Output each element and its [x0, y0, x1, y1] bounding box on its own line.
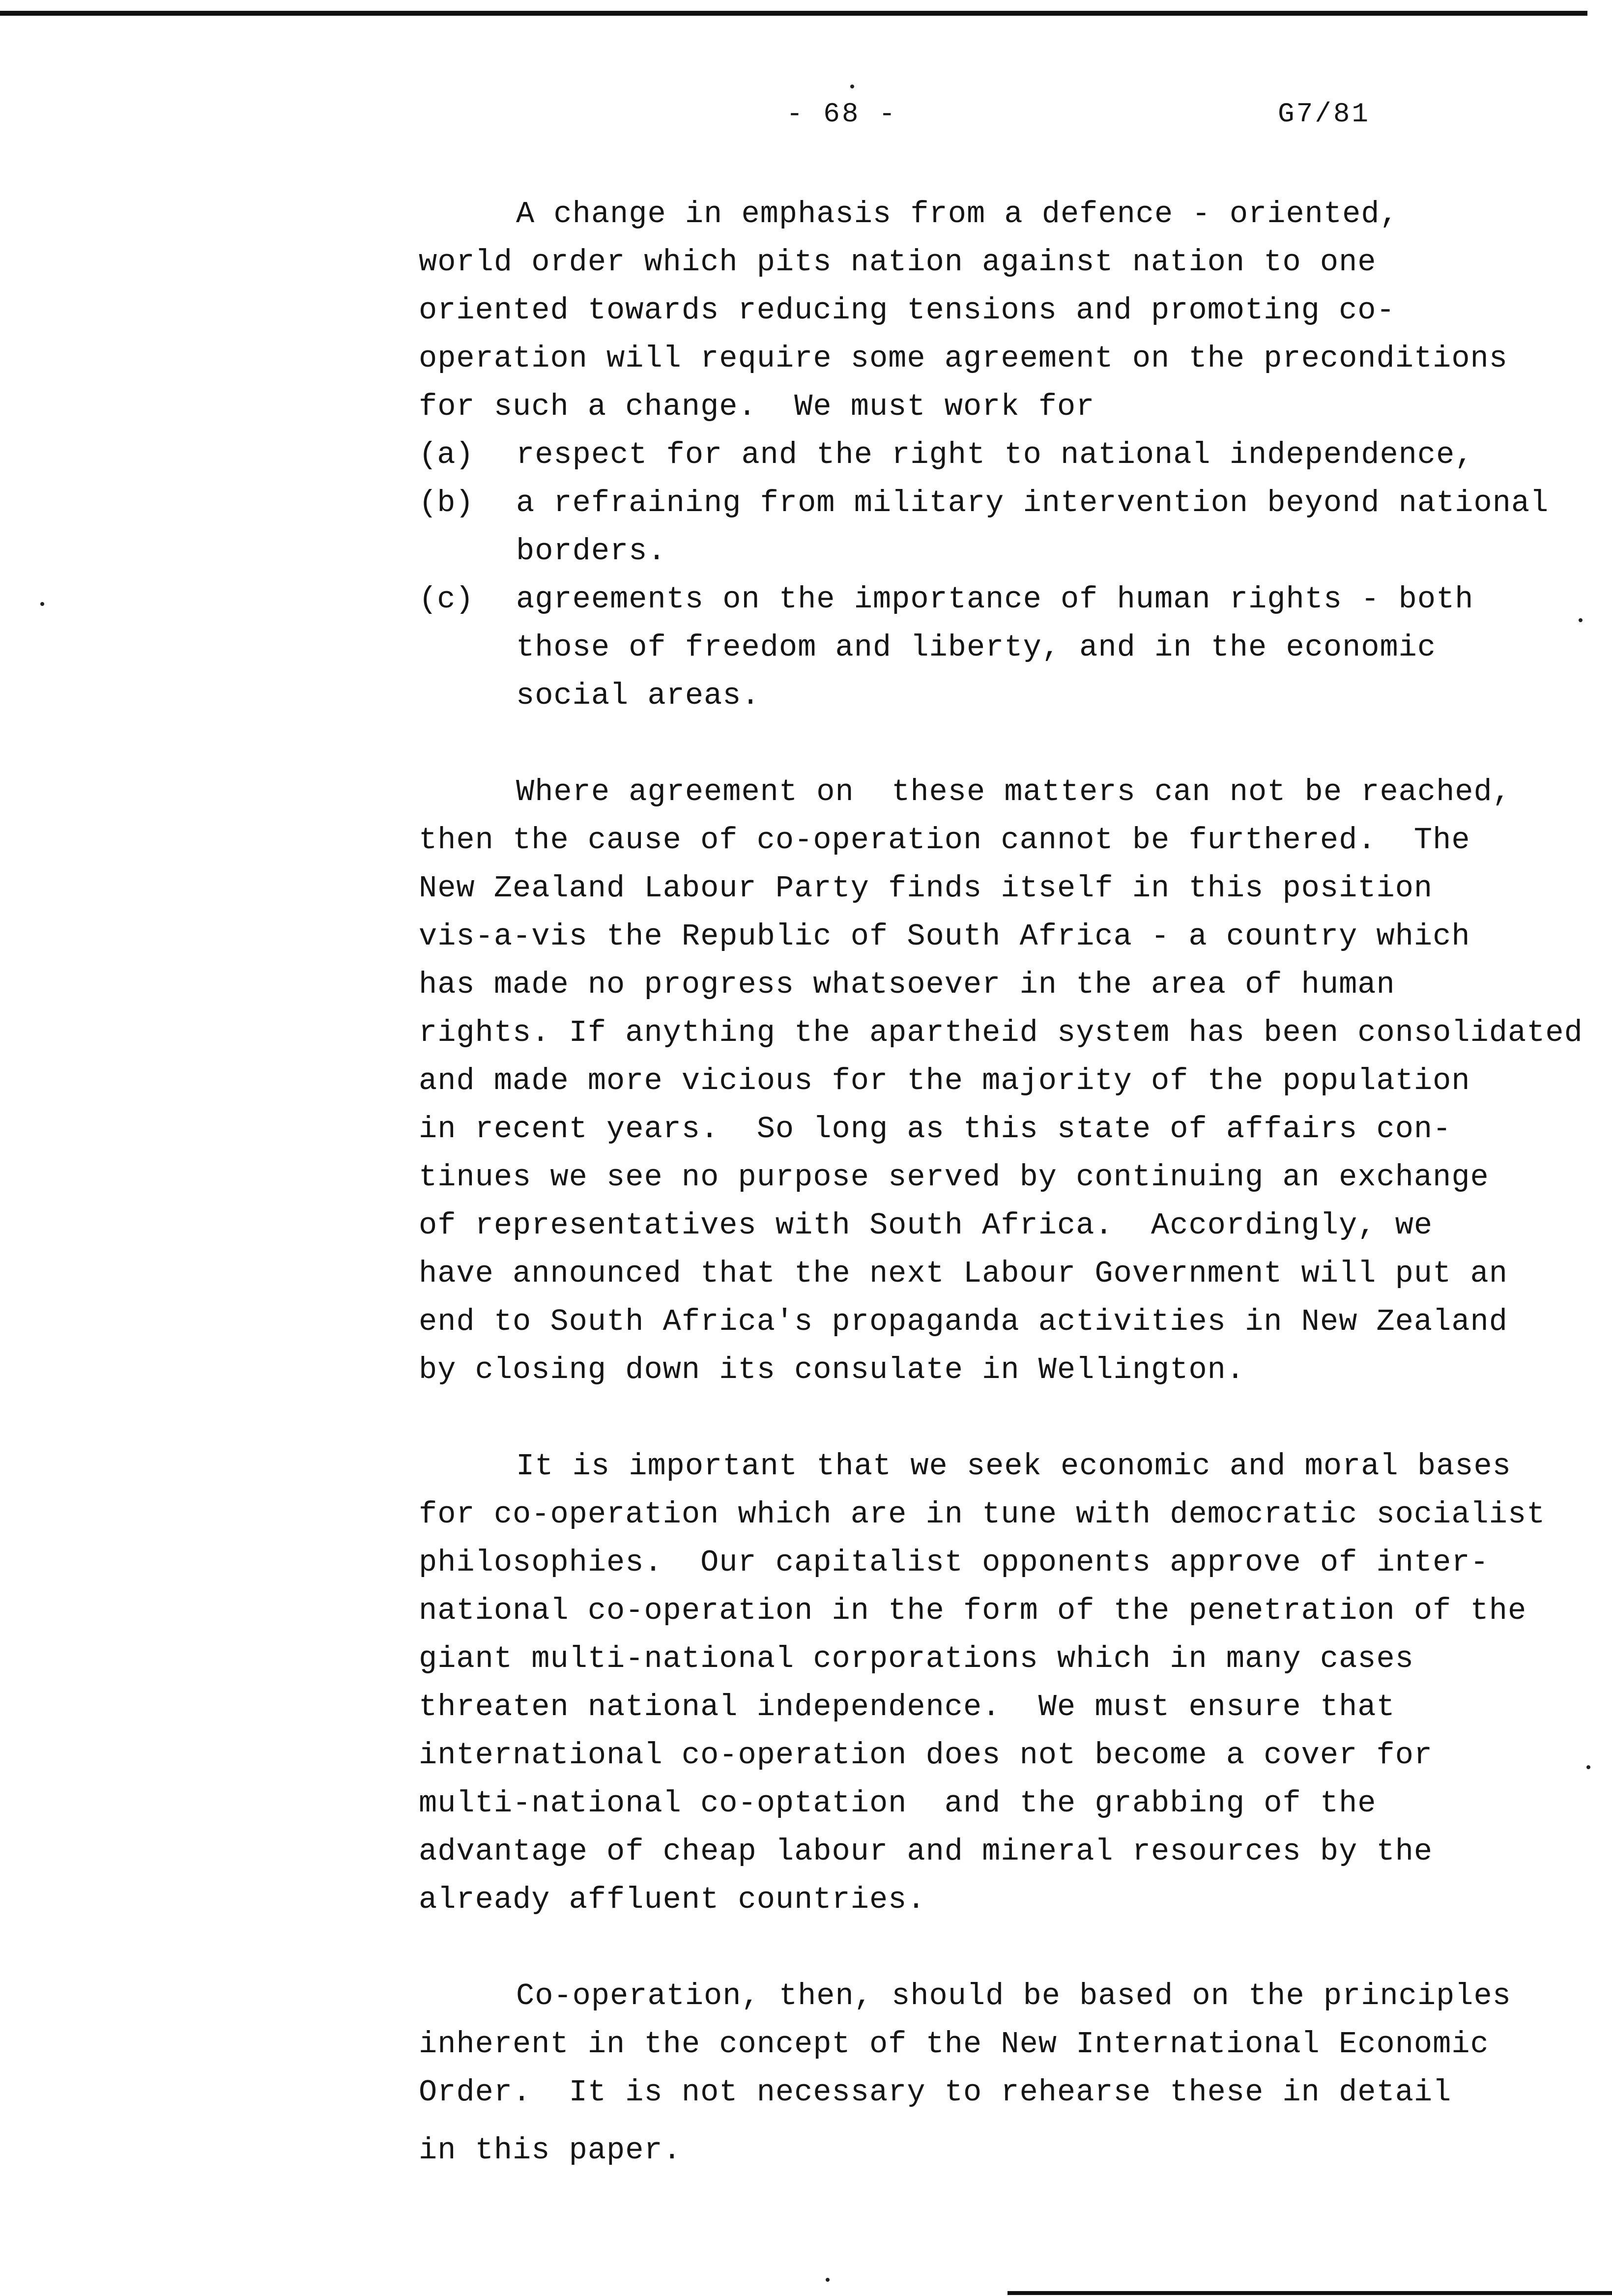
text-line: advantage of cheap labour and mineral resources by the [419, 1834, 1433, 1869]
top-rule [0, 11, 1587, 16]
list-item-text: borders. [516, 534, 666, 569]
text-line: in recent years. So long as this state of affairs con- [419, 1112, 1452, 1147]
scan-speck [850, 85, 854, 88]
bottom-rule [1008, 2291, 1612, 2295]
text-line: Where agreement on these matters can not be reached, [516, 775, 1511, 809]
text-line: multi-national co-optation and the grabbing of the [419, 1786, 1377, 1821]
list-item-text: those of freedom and liberty, and in the economic [516, 630, 1437, 665]
text-line: for co-operation which are in tune with democratic socialist [419, 1497, 1546, 1532]
page-number: - 68 - [786, 98, 897, 130]
text-line: Co-operation, then, should be based on the principles [516, 1979, 1511, 2013]
text-line: and made more vicious for the majority of the population [419, 1063, 1470, 1098]
text-line: operation will require some agreement on the preconditions [419, 341, 1508, 376]
list-item-text: respect for and the right to national independence, [516, 437, 1474, 472]
list-marker: (b) [419, 486, 474, 520]
text-line: in this paper. [419, 2133, 682, 2168]
document-reference: G7/81 [1278, 98, 1371, 130]
text-line: A change in emphasis from a defence - oriented, [516, 197, 1399, 231]
text-line: Order. It is not necessary to rehearse these in detail [419, 2075, 1452, 2110]
list-marker: (c) [419, 582, 474, 617]
text-line: international co-operation does not become a cover for [419, 1738, 1433, 1773]
scan-speck [40, 602, 44, 606]
text-line: giant multi-national corporations which in many cases [419, 1641, 1414, 1676]
text-line: already affluent countries. [419, 1882, 926, 1917]
text-line: vis-a-vis the Republic of South Africa - a country which [419, 919, 1470, 954]
scan-speck [826, 2278, 830, 2282]
list-item-text: social areas. [516, 678, 760, 713]
text-line: philosophies. Our capitalist opponents approve of inter- [419, 1545, 1489, 1580]
scan-speck [1586, 1765, 1590, 1769]
text-line: have announced that the next Labour Government will put an [419, 1256, 1508, 1291]
list-marker: (a) [419, 437, 474, 472]
text-line: then the cause of co-operation cannot be furthered. The [419, 823, 1470, 858]
text-line: It is important that we seek economic and moral bases [516, 1449, 1511, 1484]
text-line: of representatives with South Africa. Accordingly, we [419, 1208, 1433, 1243]
text-line: threaten national independence. We must ensure that [419, 1690, 1395, 1724]
text-line: inherent in the concept of the New International Economic [419, 2027, 1489, 2062]
text-line: end to South Africa's propaganda activities in New Zealand [419, 1304, 1508, 1339]
text-line: has made no progress whatsoever in the area of human [419, 967, 1395, 1002]
text-line: by closing down its consulate in Wellington. [419, 1352, 1245, 1387]
text-line: for such a change. We must work for [419, 389, 1095, 424]
text-line: oriented towards reducing tensions and promoting co- [419, 293, 1395, 328]
list-item-text: a refraining from military intervention beyond national [516, 486, 1549, 520]
list-item-text: agreements on the importance of human rights - both [516, 582, 1474, 617]
scan-speck [1579, 618, 1583, 622]
text-line: tinues we see no purpose served by continuing an exchange [419, 1160, 1489, 1195]
text-line: world order which pits nation against nation to one [419, 245, 1377, 280]
text-line: rights. If anything the apartheid system has been consolidated [419, 1015, 1583, 1050]
text-line: New Zealand Labour Party finds itself in this position [419, 871, 1433, 906]
text-line: national co-operation in the form of the penetration of the [419, 1593, 1527, 1628]
